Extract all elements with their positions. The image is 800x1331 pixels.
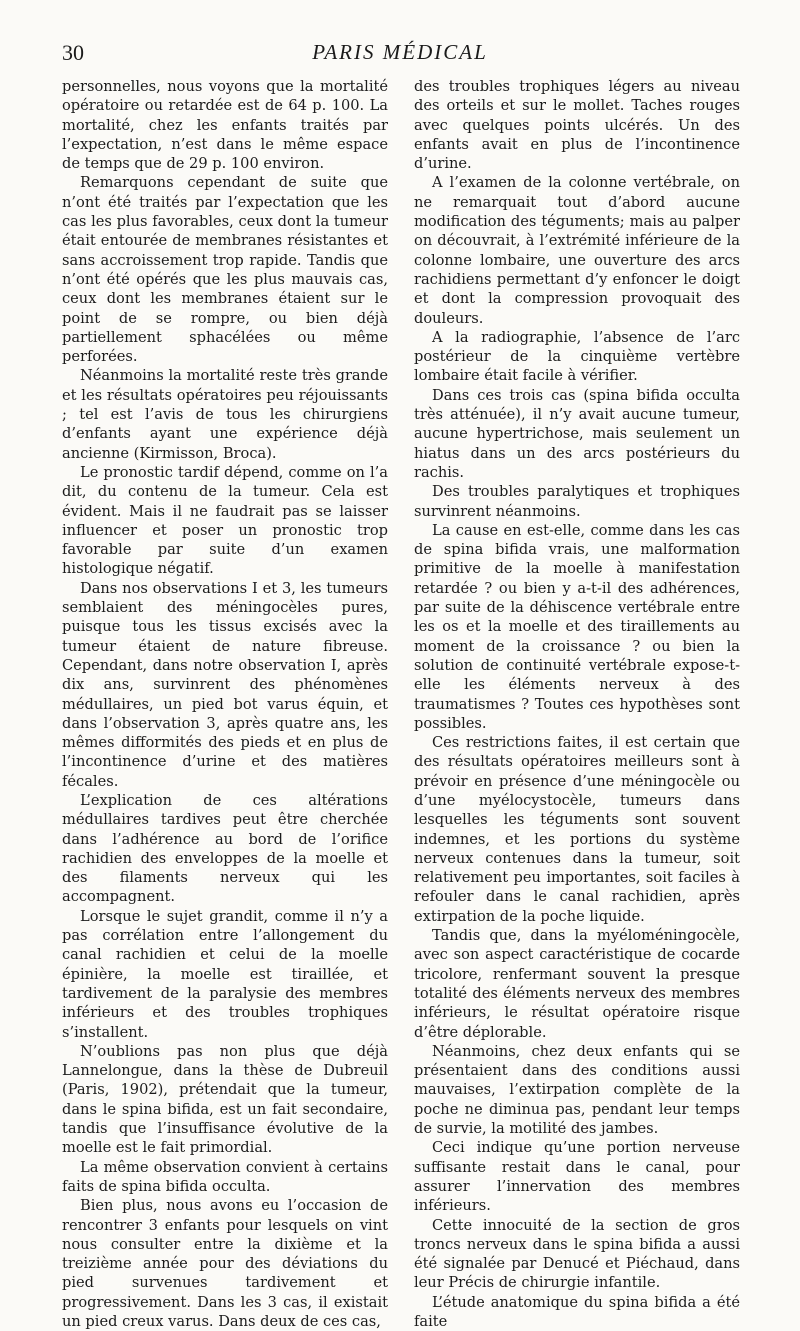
left-column [62, 77, 388, 1331]
paragraph: Cette innocuité de la section de gros troncs nerveux dans le spina bifida a aussi été signalée par Denucé et Piéchaud, dans leur Précis de chirurgie infantile. [414, 1216, 740, 1292]
paragraph: des troubles trophiques légers au niveau des orteils et sur le mollet. Taches rouges avec quelques points ulcérés. Un des enfants avait en plus de l’incontinence d’urine. [414, 78, 740, 173]
journal-title: PARIS MÉDICAL [312, 40, 488, 64]
paragraph: Dans nos observations I et 3, les tumeurs semblaient des méningocèles pures, puisque tous les tissus excisés avec la tumeur étaient de nature fibreuse. Cependant, dans notre observation I, après dix ans, survinrent des phénomènes médullaires, un pied bot varus équin, et dans l’observation 3, après quatre ans, les mêmes difformités des pieds et en plus de l’incontinence d’urine et des matières fécales. [62, 579, 388, 790]
right-column [414, 77, 740, 1331]
paragraph: A la radiographie, l’absence de l’arc postérieur de la cinquième vertèbre lombaire était facile à vérifier. [414, 328, 740, 385]
paragraph: Tandis que, dans la myéloméningocèle, avec son aspect caractéristique de cocarde tricolore, renfermant souvent la presque totalité des éléments nerveux des membres inférieurs, le résultat opératoire risque d’être déplorable. [414, 927, 740, 1041]
paragraph: Des troubles paralytiques et trophiques survinrent néanmoins. [414, 483, 740, 520]
paragraph: Néanmoins, chez deux enfants qui se présentaient dans des conditions aussi mauvaises, l’extirpation complète de la poche ne diminua pas, pendant leur temps de survie, la motilité des jambes. [414, 1042, 740, 1138]
paragraph: Bien plus, nous avons eu l’occasion de rencontrer 3 enfants pour lesquels on vint nous consulter entre la dixième et la treizième année pour des déviations du pied survenues tardivement et progressivement. Dans les 3 cas, il existait un pied creux varus. Dans deux de ces cas, [62, 1197, 388, 1330]
paragraph: Remarquons cependant de suite que n’ont été traités par l’expectation que les cas les plus favorables, ceux dont la tumeur était entourée de membranes résistantes et sans accroissement trop rapide. Tandis que n’ont été opérés que les plus mauvais cas, ceux dont les membranes étaient sur le point de se rompre, ou bien déjà partiellement sphacélées ou même perforées. [62, 174, 388, 366]
paragraph: A l’examen de la colonne vertébrale, on ne remarquait tout d’abord aucune modification des téguments; mais au palper on découvrait, à l’extrémité inférieure de la colonne lombaire, une ouverture des arcs rachidiens permettant d’y enfoncer le doigt et dont la compression provoquait des douleurs. [414, 174, 740, 327]
article-body [62, 77, 740, 1330]
paragraph: N’oublions pas non plus que déjà Lannelongue, dans la thèse de Dubreuil (Paris, 1902), prétendait que la tumeur, dans le spina bifida, est un fait secondaire, tandis que l’insuffisance évolutive de la moelle est le fait primordial. [62, 1042, 388, 1157]
paragraph: La même observation convient à certains faits de spina bifida occulta. [62, 1158, 388, 1195]
paragraph: personnelles, nous voyons que la mortalité opératoire ou retardée est de 64 p. 100. La mortalité, chez les enfants traités par l’expectation, n’est dans le même espace de temps que de 29 p. 100 environ. [62, 78, 388, 173]
paragraph: Le pronostic tardif dépend, comme on l’a dit, du contenu de la tumeur. Cela est évident. Mais il ne faudrait pas se laisser influencer et poser un pronostic trop favorable par suite d’un examen histologique négatif. [62, 463, 388, 578]
paragraph: L’explication de ces altérations médullaires tardives peut être cherchée dans l’adhérence au bord de l’orifice rachidien des enveloppes de la moelle et des filaments nerveux qui les accompagnent. [62, 791, 388, 906]
paragraph: Ceci indique qu’une portion nerveuse suffisante restait dans le canal, pour assurer l’innervation des membres inférieurs. [414, 1139, 740, 1215]
paragraph: Ces restrictions faites, il est certain que des résultats opératoires meilleurs sont à prévoir en présence d’une méningocèle ou d’une myélocystocèle, tumeurs dans lesquelles les téguments sont souvent indemnes, et les portions du système nerveux contenues dans la tumeur, soit relativement peu importantes, soit faciles à refouler dans le canal rachidien, après extirpation de la poche liquide. [414, 734, 740, 925]
paragraph: Lorsque le sujet grandit, comme il n’y a pas corrélation entre l’allongement du canal rachidien et celui de la moelle épinière, la moelle est tiraillée, et tardivement de la paralysie des membres inférieurs et des troubles trophiques s’installent. [62, 907, 388, 1041]
page-number: 30 [62, 40, 84, 65]
paragraph: La cause en est-elle, comme dans les cas de spina bifida vrais, une malformation primitive de la moelle à manifestation retardée ? ou bien y a-t-il des adhérences, par suite de la déhiscence vertébrale entre les os et la moelle et des tiraillements au moment de la croissance ? ou bien la solution de continuité vertébrale expose-t-elle les éléments nerveux à des traumatismes ? Toutes ces hypothèses sont possibles. [414, 521, 740, 732]
paragraph: L’étude anatomique du spina bifida a été faite [414, 1293, 740, 1330]
page-header [62, 40, 738, 70]
paragraph: Néanmoins la mortalité reste très grande et les résultats opératoires peu réjouissants ; tel est l’avis de tous les chirurgiens d’enfants ayant une expérience déjà ancienne (Kirmisson, Broca). [62, 367, 388, 462]
paragraph: Dans ces trois cas (spina bifida occulta très atténuée), il n’y avait aucune tumeur, aucune hypertrichose, mais seulement un hiatus dans un des arcs postérieurs du rachis. [414, 386, 740, 481]
